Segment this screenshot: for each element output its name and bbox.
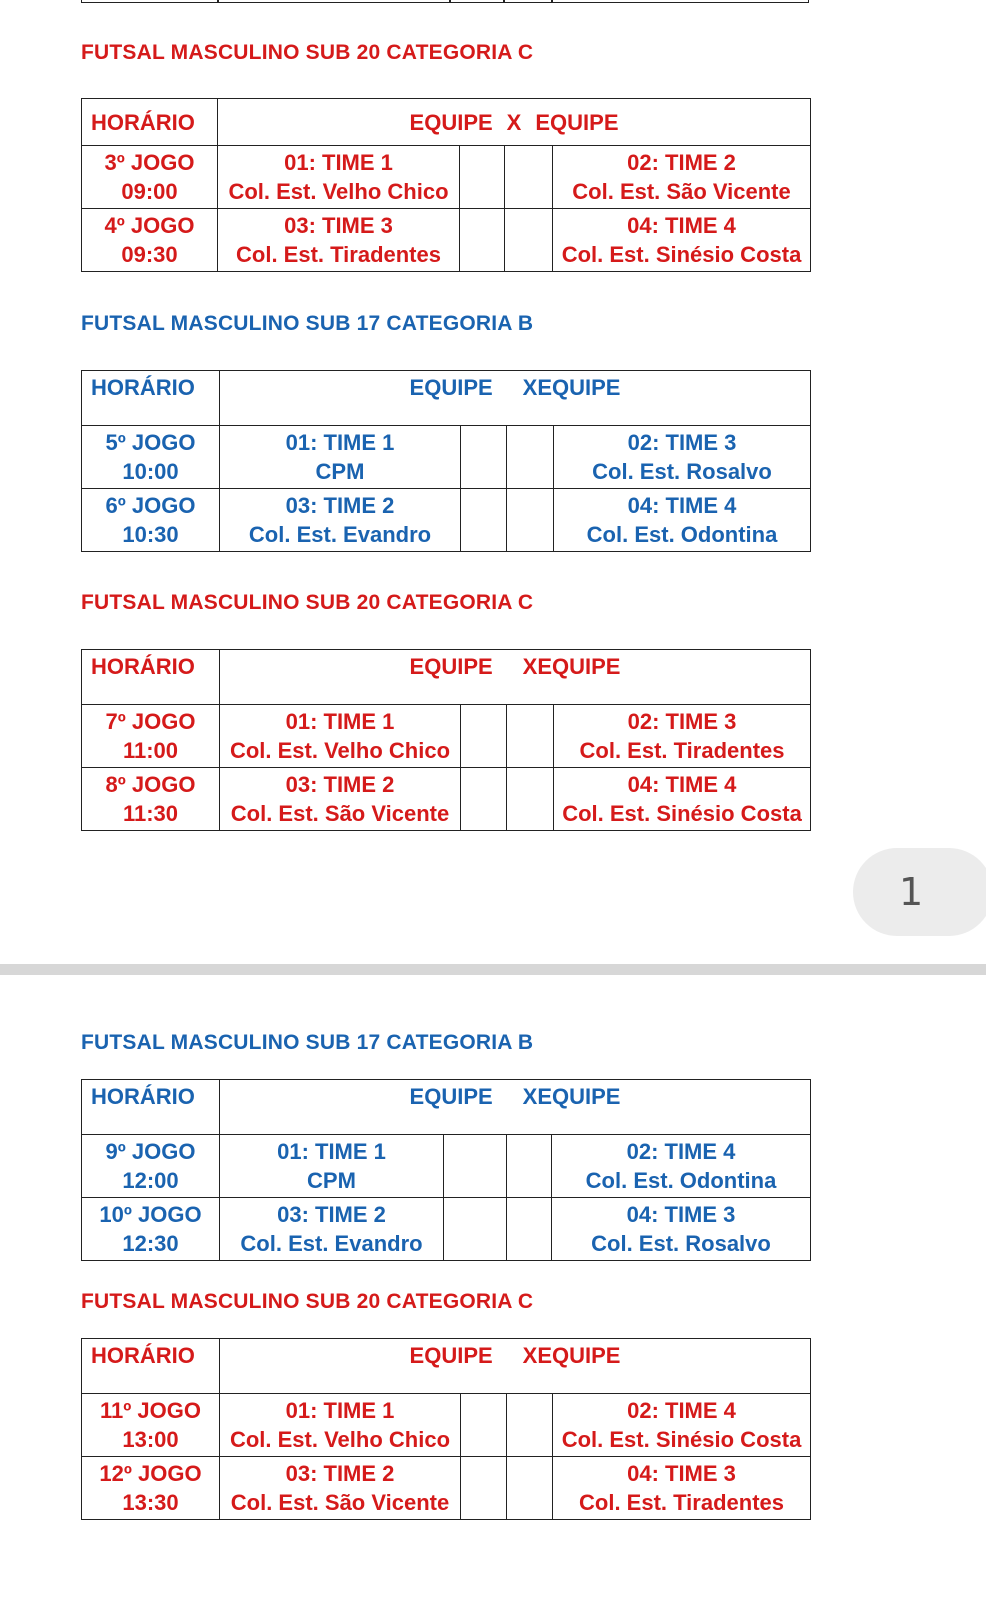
away-team-cell: 04: TIME 3 Col. Est. Tiradentes [553,1457,811,1520]
away-score-cell [507,705,554,768]
schedule-section [81,590,811,826]
schedule-table [81,649,811,831]
schedule-section [81,311,811,547]
game-time-cell: 8º JOGO 11:30 [82,768,220,831]
home-team-cell: 01: TIME 1 CPM [220,426,461,489]
table-row [82,146,811,209]
game-time-cell: 10º JOGO 12:30 [82,1198,220,1261]
home-team-cell: 03: TIME 2 Col. Est. São Vicente [220,768,461,831]
away-score-cell [507,426,554,489]
table-row [82,1394,811,1457]
home-score-cell [461,1394,507,1457]
section-title: FUTSAL MASCULINO SUB 17 CATEGORIA B [81,1031,534,1054]
schedule-section [81,40,811,267]
away-team-cell: 02: TIME 4 Col. Est. Odontina [552,1135,811,1198]
away-score-cell [507,768,554,831]
home-team-cell: 03: TIME 3 Col. Est. Tiradentes [218,209,460,272]
away-score-cell [505,209,553,272]
home-team-cell: 01: TIME 1 Col. Est. Velho Chico [220,1394,461,1457]
home-score-cell [461,489,507,552]
away-score-cell [507,1394,553,1457]
away-score-cell [507,1198,552,1261]
header-horario: HORÁRIO [82,650,220,705]
away-team-cell: 02: TIME 2 Col. Est. São Vicente [553,146,811,209]
away-team-cell: 02: TIME 4 Col. Est. Sinésio Costa [553,1394,811,1457]
table-header-row [82,650,811,705]
home-score-cell [461,705,507,768]
section-title: FUTSAL MASCULINO SUB 20 CATEGORIA C [81,41,534,64]
table-row [82,705,811,768]
header-horario: HORÁRIO [82,99,218,146]
home-team-cell: 01: TIME 1 CPM [220,1135,444,1198]
home-score-cell [460,209,505,272]
table-header-row [82,99,811,146]
game-time-cell: 3º JOGO 09:00 [82,146,218,209]
table-row [82,489,811,552]
header-horario: HORÁRIO [82,371,220,426]
home-score-cell [444,1135,507,1198]
schedule-section [81,1030,811,1256]
away-score-cell [507,1457,553,1520]
table-row [82,1457,811,1520]
away-team-cell: 04: TIME 4 Col. Est. Sinésio Costa [553,209,811,272]
table-header-row [82,371,811,426]
table-header-row [82,1080,811,1135]
section-title: FUTSAL MASCULINO SUB 20 CATEGORIA C [81,591,534,614]
section-title: FUTSAL MASCULINO SUB 20 CATEGORIA C [81,1290,534,1313]
schedule-table [81,1079,811,1261]
away-score-cell [507,489,554,552]
header-equipe-xequipe: EQUIPE XEQUIPE [220,1339,811,1394]
away-score-cell [507,1135,552,1198]
table-row [82,1198,811,1261]
home-team-cell: 03: TIME 2 Col. Est. Evandro [220,489,461,552]
home-score-cell [460,146,505,209]
table-header-row [82,1339,811,1394]
home-score-cell [444,1198,507,1261]
game-time-cell: 12º JOGO 13:30 [82,1457,220,1520]
game-time-cell: 11º JOGO 13:00 [82,1394,220,1457]
game-time-cell: 9º JOGO 12:00 [82,1135,220,1198]
home-team-cell: 01: TIME 1 Col. Est. Velho Chico [220,705,461,768]
table-row [82,426,811,489]
page-separator [0,964,986,975]
header-equipe-xequipe: EQUIPE XEQUIPE [220,371,811,426]
away-team-cell: 02: TIME 3 Col. Est. Rosalvo [554,426,811,489]
home-score-cell [461,1457,507,1520]
schedule-section [81,1289,811,1515]
table-row [82,1135,811,1198]
away-team-cell: 04: TIME 3 Col. Est. Rosalvo [552,1198,811,1261]
away-team-cell: 04: TIME 4 Col. Est. Sinésio Costa [554,768,811,831]
game-time-cell: 4º JOGO 09:30 [82,209,218,272]
game-time-cell: 7º JOGO 11:00 [82,705,220,768]
table-row [82,768,811,831]
home-score-cell [461,426,507,489]
game-time-cell: 6º JOGO 10:30 [82,489,220,552]
section-title: FUTSAL MASCULINO SUB 17 CATEGORIA B [81,312,534,335]
home-team-cell: 03: TIME 2 Col. Est. Evandro [220,1198,444,1261]
game-time-cell: 5º JOGO 10:00 [82,426,220,489]
header-equipe-xequipe: EQUIPE XEQUIPE [220,1080,811,1135]
header-horario: HORÁRIO [82,1339,220,1394]
previous-table-bottom-edge [81,0,809,3]
table-row [82,209,811,272]
header-equipe-xequipe: EQUIPE XEQUIPE [220,650,811,705]
document-page-2 [0,975,986,1600]
schedule-table [81,98,811,272]
header-horario: HORÁRIO [82,1080,220,1135]
schedule-table [81,1338,811,1520]
home-team-cell: 03: TIME 2 Col. Est. São Vicente [220,1457,461,1520]
home-team-cell: 01: TIME 1 Col. Est. Velho Chico [218,146,460,209]
home-score-cell [461,768,507,831]
header-equipe-x-equipe: EQUIPE X EQUIPE [218,99,811,146]
page-number-indicator: 1 [853,848,986,936]
away-team-cell: 04: TIME 4 Col. Est. Odontina [554,489,811,552]
away-score-cell [505,146,553,209]
schedule-table [81,370,811,552]
away-team-cell: 02: TIME 3 Col. Est. Tiradentes [554,705,811,768]
